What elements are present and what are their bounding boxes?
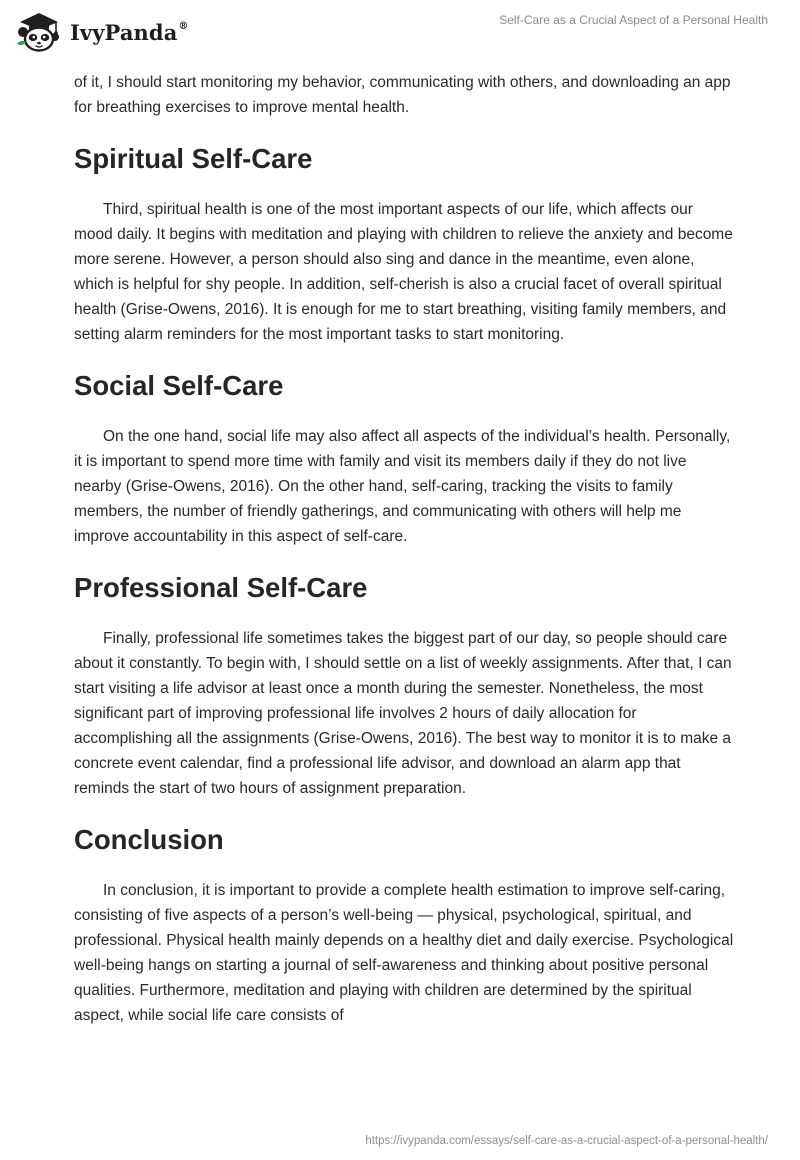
intro-paragraph: of it, I should start monitoring my behavior, communicating with others, and downloading an app for breathing exercises to improve mental health.	[74, 74, 731, 116]
section-paragraph-professional: Finally, professional life sometimes takes the biggest part of our day, so people should care about it constantly. To begin with, I should settle on a list of weekly assignments. After that, I can start visiting a life advisor at least once a month during the semester. Nonetheless, the most significant part of improving professional life involves 2 hours of daily allocation for accomplishing all the assignments (Grise-Owens, 2016). The best way to monitor it is to make a concrete event calendar, find a professional life advisor, and download an alarm app that reminds the start of two hours of assignment preparation.	[74, 630, 732, 797]
ivypanda-logo[interactable]	[14, 10, 189, 52]
section-heading-professional: Professional Self-Care	[74, 572, 368, 603]
page-header	[0, 0, 800, 62]
section-heading-social: Social Self-Care	[74, 370, 284, 401]
section-paragraph-conclusion: In conclusion, it is important to provide a complete health estimation to improve self-caring, consisting of five aspects of a person’s well-being — physical, psychological, spiritual, and professional. Physical health mainly depends on a healthy diet and daily exercise. Psychological well-being hangs on starting a journal of self-awareness and thinking about positive personal qualities. Furthermore, meditation and playing with children are determined by the spiritual aspect, while social life care consists of	[74, 882, 734, 1024]
section-paragraph-social: On the one hand, social life may also affect all aspects of the individual’s health. Personally, it is important to spend more time with family and visit its members daily if they do not live nearby (Grise-Owens, 2016). On the other hand, self-caring, tracking the visits to family members, the number of friendly gatherings, and communicating with others will help me improve accountability in this aspect of self-care.	[74, 428, 731, 545]
section-paragraph-spiritual: Third, spiritual health is one of the most important aspects of our life, which affects our mood daily. It begins with meditation and playing with children to relieve the anxiety and become more serene. However, a person should also sing and dance in the meantime, even alone, which is helpful for shy people. In addition, self-cherish is also a crucial facet of overall spiritual health (Grise-Owens, 2016). It is enough for me to start breathing, visiting family members, and setting alarm reminders for the most important tasks to start monitoring.	[74, 201, 733, 343]
section-heading-conclusion: Conclusion	[74, 824, 224, 855]
section-heading-spiritual: Spiritual Self-Care	[74, 143, 313, 174]
panda-graduate-icon	[14, 10, 62, 52]
logo-wordmark: IvyPanda®	[70, 19, 189, 45]
essay-content	[74, 70, 734, 1028]
document-title: Self-Care as a Crucial Aspect of a Personal Health	[499, 13, 768, 27]
source-url-link[interactable]: https://ivypanda.com/essays/self-care-as-a-crucial-aspect-of-a-personal-health/	[365, 1135, 768, 1147]
registered-mark: ®	[178, 20, 189, 32]
